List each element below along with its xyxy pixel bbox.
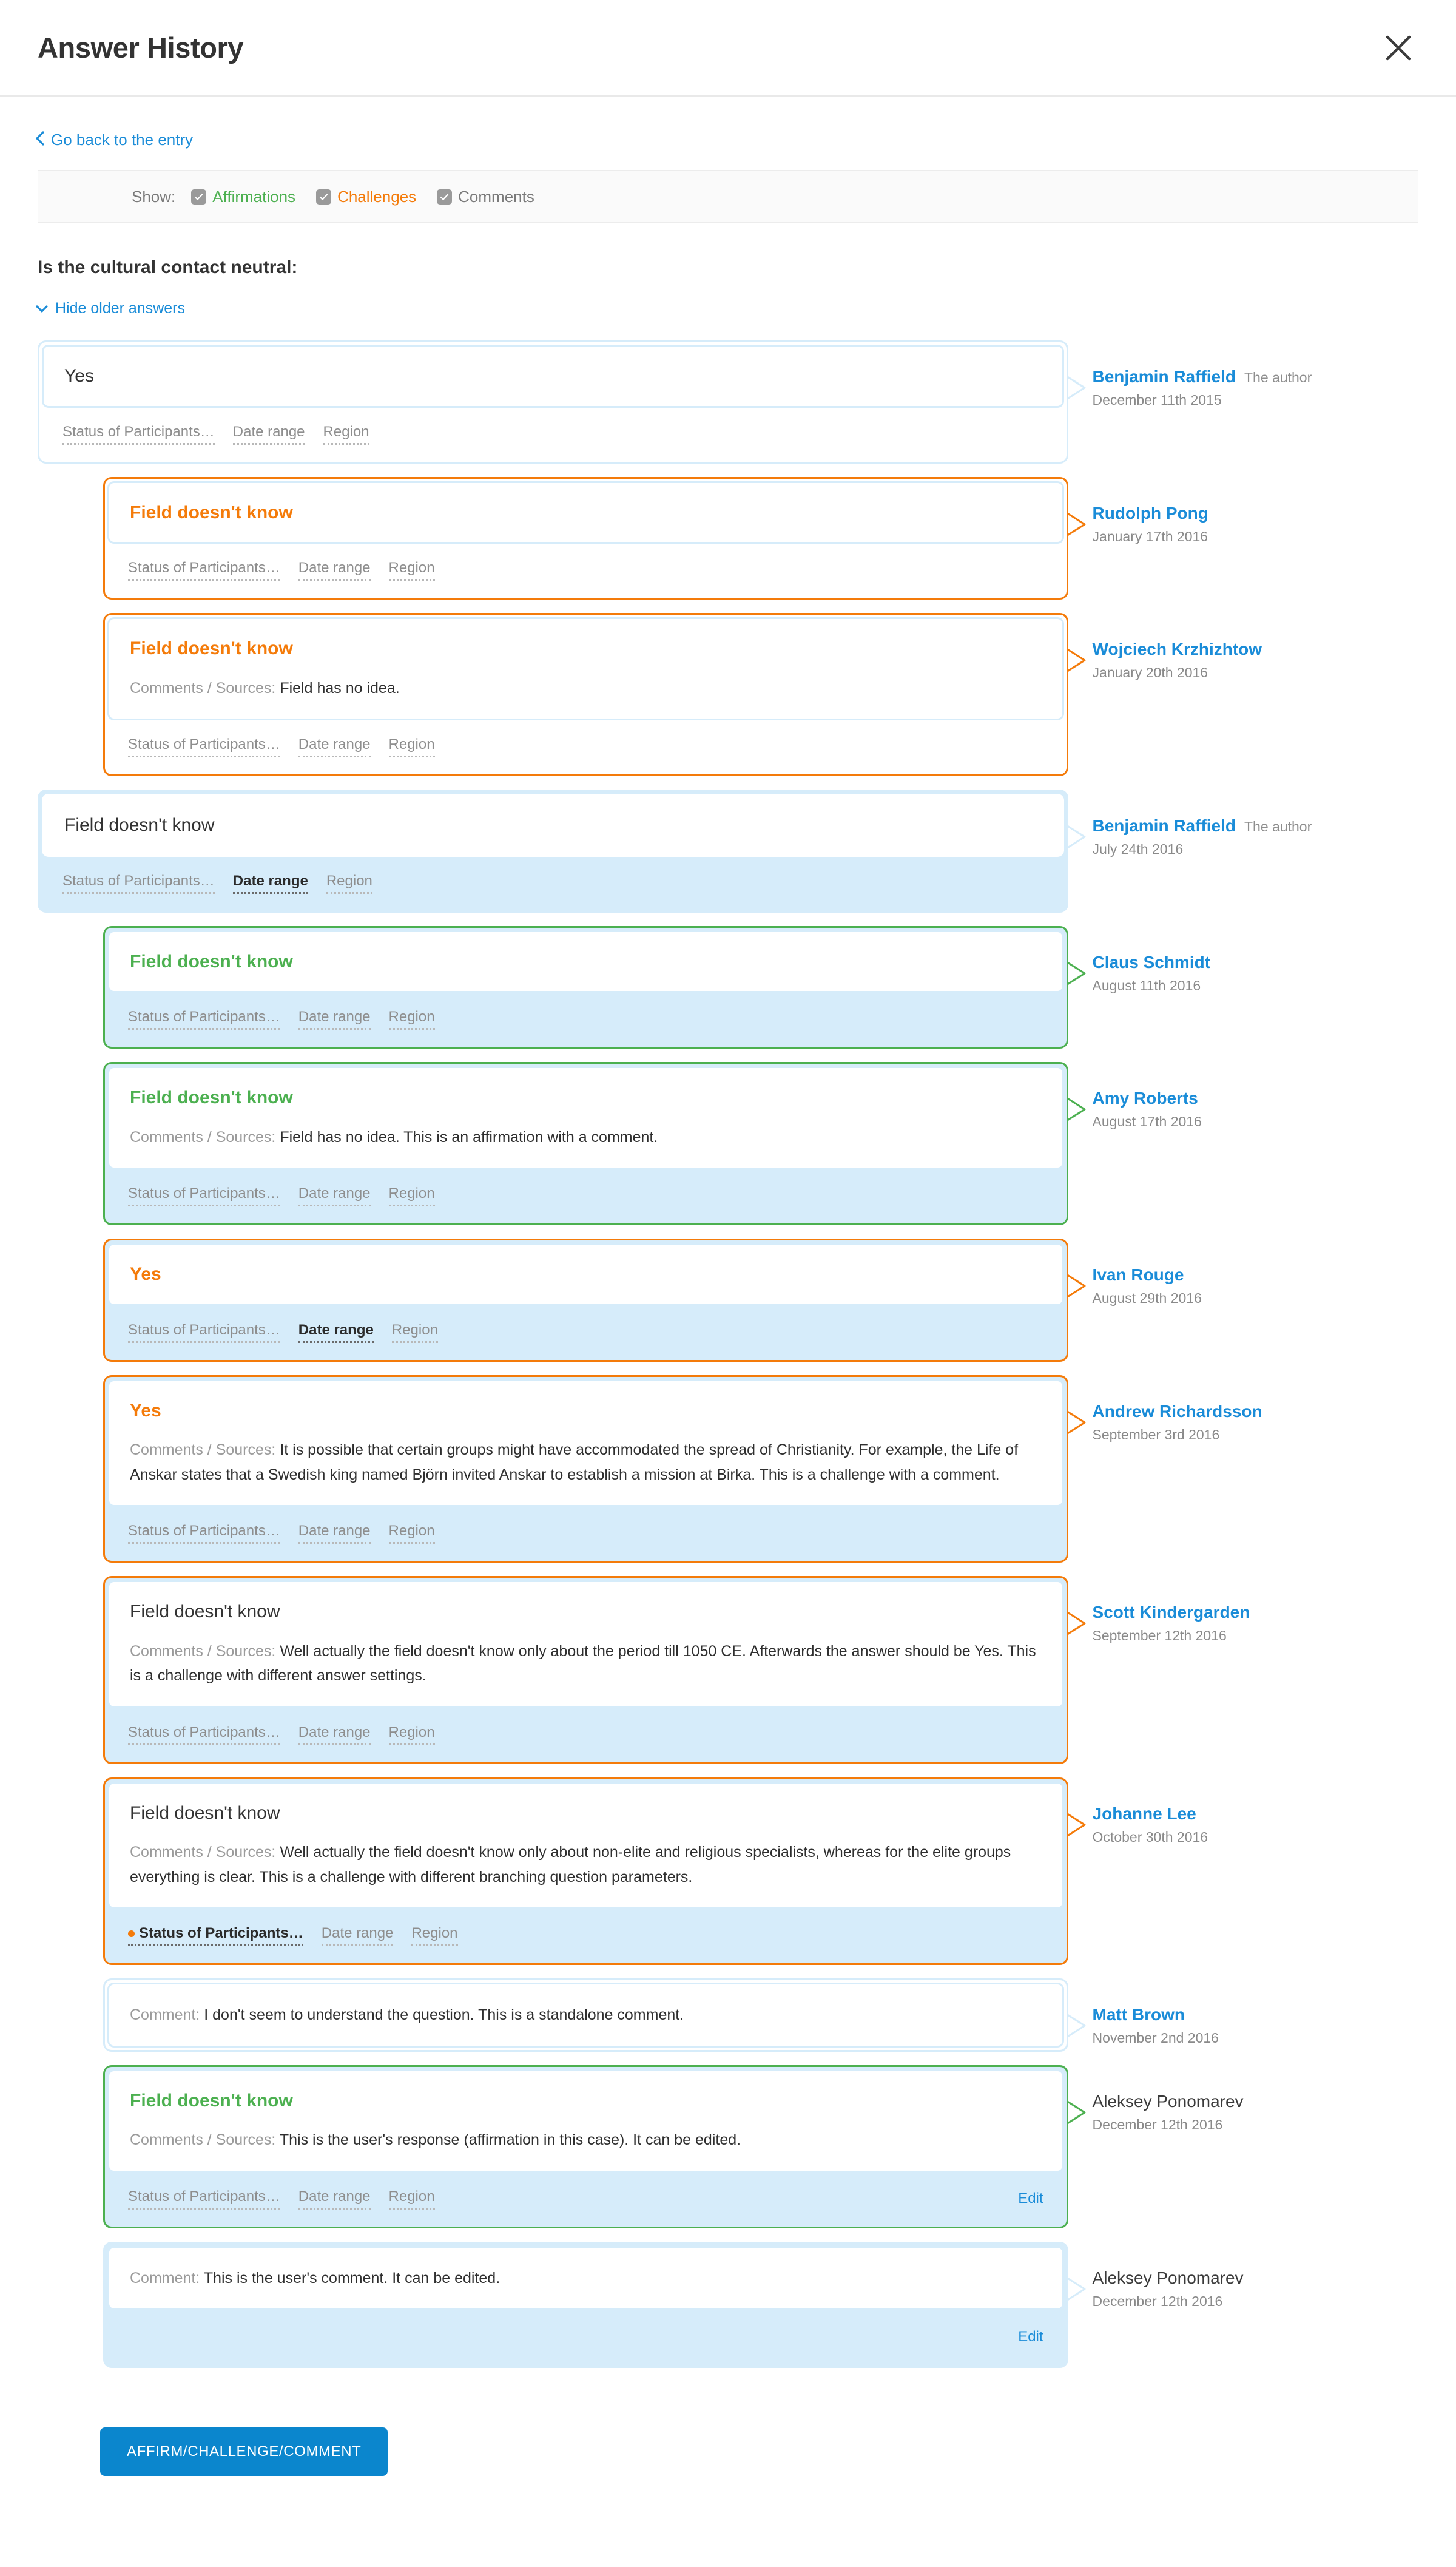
entry-body [107,2069,1064,2173]
entry-answer-title: Field doesn't know [130,1601,280,1622]
history-entry [0,477,1456,600]
answer-history-thread [0,340,1456,2368]
speech-bubble-pointer-icon [1067,510,1087,537]
entry-parameter-tag-label: Status of Participants… [62,423,215,440]
history-entry [0,1239,1456,1362]
entry-card [103,2242,1068,2369]
entry-date: August 11th 2016 [1092,977,1201,993]
entry-parameter-tag[interactable] [128,1724,280,1745]
entry-card [103,2065,1068,2228]
speech-bubble-pointer-icon [1067,823,1087,850]
entry-card-wrap [103,1777,1068,1966]
entry-footer [42,857,1064,908]
entry-card-wrap [103,613,1068,776]
author-name[interactable]: Claus Schmidt [1092,952,1211,972]
entry-parameter-tag-label: Status of Participants… [62,872,215,889]
entry-parameter-tag-label: Date range [298,1009,371,1025]
entry-footer [107,1507,1064,1558]
entry-footer [107,720,1064,772]
entry-card-wrap [38,790,1068,913]
entry-comment-text: This is the user's comment. It can be edited. [203,2269,500,2287]
entry-parameter-tag[interactable] [298,1185,371,1206]
entry-parameter-tag[interactable] [62,873,215,894]
entry-answer-title: Field doesn't know [130,1802,280,1823]
entry-card-wrap [103,1978,1068,2052]
filter-affirmations-label: Affirmations [212,187,296,206]
speech-bubble-pointer-icon [1067,2275,1087,2302]
entry-comment-text: Field has no idea. This is an affirmation with a comment. [280,1128,658,1146]
author-name[interactable]: Andrew Richardsson [1092,1401,1262,1421]
entry-answer-title: Field doesn't know [130,502,293,523]
go-back-link[interactable] [35,130,193,149]
entry-parameter-tag-label: Region [388,1523,435,1539]
dialog-header [0,0,1456,97]
entry-author-block [1068,2242,1456,2310]
entry-parameter-tag[interactable] [389,2188,435,2210]
speech-bubble-pointer-icon [1067,1811,1087,1838]
entry-parameter-tag-label: Date range [321,1925,394,1941]
entry-author-block [1068,1239,1456,1307]
entry-comment-text: This is the user's response (affirmation in this case). It can be edited. [279,2131,741,2148]
entry-date: September 3rd 2016 [1092,1426,1220,1442]
entry-comment-prefix: Comment: [130,2269,204,2287]
entry-parameter-tag[interactable] [389,560,435,581]
entry-author-block [1068,2065,1456,2133]
entry-comment [130,1639,1042,1688]
entry-body [107,481,1064,544]
entry-parameter-tag[interactable] [233,424,305,445]
page-title: Answer History [38,32,244,64]
entry-card [103,1239,1068,1362]
entry-parameter-tag-label: Date range [232,872,308,889]
entry-date: December 11th 2015 [1092,392,1222,408]
entry-parameter-tag[interactable] [298,560,371,581]
entry-parameter-tag-label: Status of Participants… [139,1925,303,1941]
entry-comment [130,676,1042,701]
entry-card [103,1978,1068,2052]
entry-answer-title: Field doesn't know [130,2090,293,2111]
chevron-left-icon [35,130,45,149]
history-entry [0,1777,1456,1966]
entry-parameter-tag[interactable] [323,424,369,445]
entry-parameter-tag[interactable] [389,1185,435,1206]
close-icon [1385,35,1412,61]
speech-bubble-pointer-icon [1067,1609,1087,1636]
entry-footer [107,1909,1064,1961]
entry-parameter-tag-label: Region [326,872,372,889]
entry-body [42,345,1064,408]
entry-card-wrap [103,1375,1068,1563]
entry-parameter-tag[interactable] [411,1925,457,1946]
entry-card-wrap [103,1062,1068,1225]
speech-bubble-pointer-icon [1067,1409,1087,1435]
entry-footer [107,544,1064,595]
entry-parameter-tag-label: Region [411,1925,458,1941]
entry-comment-prefix: Comments / Sources: [130,1441,280,1458]
toggle-older-answers-label: Hide older answers [55,300,185,317]
entry-card [103,613,1068,776]
entry-parameter-tag[interactable] [389,1724,435,1745]
entry-comment-text: It is possible that certain groups might have accommodated the spread of Christianity. For example, the Life of Anskar states that a Swedish king named Björn invited Anskar to establish a mission at Birka. This is a challenge with a comment. [130,1441,1019,1483]
author-name: Aleksey Ponomarev [1092,2091,1244,2111]
close-button[interactable] [1378,28,1418,68]
entry-parameter-tag[interactable] [128,1185,280,1206]
entry-parameter-tag[interactable] [392,1322,438,1343]
entry-author-block [1068,790,1456,857]
speech-bubble-pointer-icon [1067,646,1087,673]
entry-parameter-tag[interactable] [326,873,372,894]
author-role-badge: The author [1244,819,1312,834]
entry-answer-title: Yes [130,1400,161,1421]
entry-comment [130,2003,1042,2028]
entry-date: January 17th 2016 [1092,528,1208,544]
entry-card-wrap [103,2065,1068,2228]
entry-answer-title: Field doesn't know [130,638,293,658]
entry-answer-title: Field doesn't know [64,815,215,835]
entry-parameter-tag-label: Region [391,1321,438,1338]
checkbox-checked-icon [316,189,331,205]
author-name[interactable]: Benjamin Raffield The author [1092,367,1312,386]
entry-author-block [1068,926,1456,994]
entry-body [107,1243,1064,1306]
entry-footer [107,1169,1064,1221]
entry-card [38,340,1068,464]
entry-parameter-tag-label: Date range [298,1185,371,1202]
filter-challenges[interactable] [316,188,416,206]
entry-card-wrap [103,1576,1068,1764]
history-entry [0,1062,1456,1225]
speech-bubble-pointer-icon [1067,959,1087,986]
entry-comment-text: I don't seem to understand the question. This is a standalone comment. [204,2006,684,2023]
entry-parameter-tag-label: Region [388,1009,435,1025]
question-text: Is the cultural contact neutral: [38,257,298,277]
history-entry [0,2242,1456,2369]
entry-parameter-tag[interactable] [128,1009,280,1030]
entry-body [107,1066,1064,1169]
entry-parameter-tag[interactable] [322,1925,394,1946]
entry-card-wrap [103,477,1068,600]
edit-link[interactable]: Edit [1018,2190,1043,2207]
entry-parameter-tag[interactable] [389,736,435,757]
entry-parameter-tag[interactable] [128,1925,303,1946]
entry-answer-title: Field doesn't know [130,951,293,972]
entry-footer [107,2310,1064,2364]
entry-parameter-tag[interactable] [298,2188,371,2210]
entry-parameter-tag[interactable] [298,1724,371,1745]
entry-card [103,1062,1068,1225]
filter-label: Show: [132,187,176,206]
entry-parameter-tag-label: Status of Participants… [128,1321,280,1338]
history-entry [0,1375,1456,1563]
modified-parameter-dot-icon [128,1930,135,1937]
entry-author-block [1068,1978,1456,2046]
entry-body [107,617,1064,720]
entry-parameter-tag[interactable] [298,1523,371,1544]
entry-parameter-tag[interactable] [233,873,308,894]
entry-parameter-tag[interactable] [389,1523,435,1544]
entry-comment [130,2128,1042,2153]
entry-parameter-tag-label: Date range [298,1723,371,1740]
affirm-challenge-comment-button[interactable]: AFFIRM/CHALLENGE/COMMENT [100,2427,388,2476]
entry-author-block [1068,613,1456,681]
entry-author-block [1068,1576,1456,1644]
entry-footer [107,2173,1064,2224]
speech-bubble-pointer-icon [1067,1095,1087,1122]
entry-footer [107,1708,1064,1760]
history-entry [0,2065,1456,2228]
entry-parameter-tag[interactable] [389,1009,435,1030]
entry-body [107,1379,1064,1507]
entry-comment-text: Field has no idea. [280,679,400,697]
entry-parameter-tag-label: Date range [298,1523,371,1539]
entry-body [107,1983,1064,2048]
entry-parameter-tag-label: Status of Participants… [128,1723,280,1740]
entry-parameter-tag-label: Date range [298,1321,374,1338]
history-entry [0,1978,1456,2052]
entry-card [103,1777,1068,1966]
entry-parameter-tag[interactable] [128,1523,280,1544]
filter-comments[interactable] [437,188,534,206]
entry-card-wrap [38,340,1068,464]
entry-card [103,1576,1068,1764]
entry-comment [130,2266,1042,2291]
entry-comment-prefix: Comments / Sources: [130,1642,280,1660]
go-back-label: Go back to the entry [51,130,194,149]
entry-comment [130,1438,1042,1487]
entry-parameter-tag-label: Status of Participants… [128,560,280,576]
entry-footer [107,993,1064,1044]
history-entry [0,1576,1456,1764]
entry-parameter-tag-label: Status of Participants… [128,1009,280,1025]
entry-comment-prefix: Comments / Sources: [130,1844,280,1861]
entry-parameter-tag[interactable] [128,560,280,581]
entry-parameter-tag-label: Status of Participants… [128,1523,280,1539]
entry-comment [130,1125,1042,1150]
entry-parameter-tag-label: Region [323,423,369,440]
entry-comment-prefix: Comments / Sources: [130,2131,280,2148]
author-name[interactable]: Rudolph Pong [1092,503,1208,523]
entry-parameter-tag-label: Region [388,736,435,753]
edit-link[interactable]: Edit [1018,2329,1043,2345]
entry-body [107,1580,1064,1708]
entry-body [107,930,1064,993]
entry-answer-title: Yes [64,366,94,386]
author-name: Aleksey Ponomarev [1092,2268,1244,2287]
entry-body [42,794,1064,857]
history-entry [0,926,1456,1049]
author-name[interactable]: Amy Roberts [1092,1089,1198,1108]
filter-comments-label: Comments [458,187,534,206]
speech-bubble-pointer-icon [1067,2012,1087,2038]
entry-card-wrap [103,2242,1068,2369]
entry-parameter-tag-label: Status of Participants… [128,1185,280,1202]
entry-parameter-tag[interactable] [128,1322,280,1343]
entry-card [38,790,1068,913]
entry-parameter-tag-label: Status of Participants… [128,2188,280,2205]
entry-parameter-tag[interactable] [298,1009,371,1030]
entry-date: September 12th 2016 [1092,1628,1227,1644]
entry-parameter-tag-label: Region [388,1723,435,1740]
toggle-older-answers[interactable] [35,300,185,317]
checkbox-checked-icon [437,189,452,205]
entry-date: August 29th 2016 [1092,1290,1202,1307]
entry-date: October 30th 2016 [1092,1828,1208,1845]
entry-card-wrap [103,1239,1068,1362]
entry-parameter-tag-label: Region [388,560,435,576]
entry-comment-text: Well actually the field doesn't know only about non-elite and religious specialists, whereas for the elite groups everything is clear. This is a challenge with different branching question parameters. [130,1844,1011,1886]
chevron-down-icon [35,300,49,317]
checkbox-checked-icon [191,189,206,205]
entry-date: July 24th 2016 [1092,841,1184,857]
entry-author-block [1068,477,1456,545]
entry-footer [107,1306,1064,1358]
entry-answer-title: Field doesn't know [130,1087,293,1108]
entry-parameter-tag-label: Date range [298,2188,371,2205]
entry-author-block [1068,1777,1456,1845]
entry-date: December 12th 2016 [1092,2293,1223,2309]
entry-author-block [1068,340,1456,408]
entry-author-block [1068,1375,1456,1443]
entry-parameter-tag-label: Status of Participants… [128,736,280,753]
speech-bubble-pointer-icon [1067,2099,1087,2125]
entry-comment [130,1840,1042,1889]
entry-date: December 12th 2016 [1092,2116,1223,2132]
entry-parameter-tag-label: Date range [298,560,371,576]
speech-bubble-pointer-icon [1067,374,1087,401]
history-entry [0,790,1456,913]
entry-parameter-tag-label: Date range [298,736,371,753]
author-name[interactable]: Matt Brown [1092,2005,1185,2024]
entry-parameter-tag[interactable] [62,424,215,445]
entry-comment-prefix: Comments / Sources: [130,1128,280,1146]
filter-bar [38,170,1418,223]
author-name[interactable]: Wojciech Krzhizhtow [1092,640,1262,658]
entry-parameter-tag[interactable] [128,736,280,757]
entry-body [107,2246,1064,2311]
entry-comment-prefix: Comments / Sources: [130,679,280,697]
author-name[interactable]: Ivan Rouge [1092,1265,1184,1284]
speech-bubble-pointer-icon [1067,1272,1087,1299]
filter-challenges-label: Challenges [337,187,417,206]
entry-date: August 17th 2016 [1092,1114,1202,1130]
entry-body [107,1782,1064,1910]
entry-footer [42,408,1064,459]
history-entry [0,613,1456,776]
entry-parameter-tag[interactable] [128,2188,280,2210]
entry-card [103,477,1068,600]
filter-affirmations[interactable] [191,188,295,206]
entry-author-block [1068,1062,1456,1130]
entry-date: January 20th 2016 [1092,665,1208,681]
author-name[interactable]: Scott Kindergarden [1092,1603,1250,1622]
history-entry [0,340,1456,464]
entry-comment-text: Well actually the field doesn't know only about the period till 1050 CE. Afterwards the answer should be Yes. This is a challenge with different answer settings. [130,1642,1036,1684]
entry-comment-prefix: Comment: [130,2006,204,2023]
entry-parameter-tag[interactable] [298,1322,374,1343]
author-name[interactable]: Benjamin Raffield The author [1092,816,1312,835]
entry-card [103,926,1068,1049]
author-role-badge: The author [1244,370,1312,385]
entry-answer-title: Yes [130,1264,161,1284]
entry-parameter-tag-label: Date range [232,423,305,440]
entry-parameter-tag-label: Region [388,1185,435,1202]
entry-date: November 2nd 2016 [1092,2030,1219,2046]
entry-card-wrap [103,926,1068,1049]
author-name[interactable]: Johanne Lee [1092,1804,1196,1823]
entry-card [103,1375,1068,1563]
entry-parameter-tag-label: Region [388,2188,435,2205]
entry-parameter-tag[interactable] [298,736,371,757]
